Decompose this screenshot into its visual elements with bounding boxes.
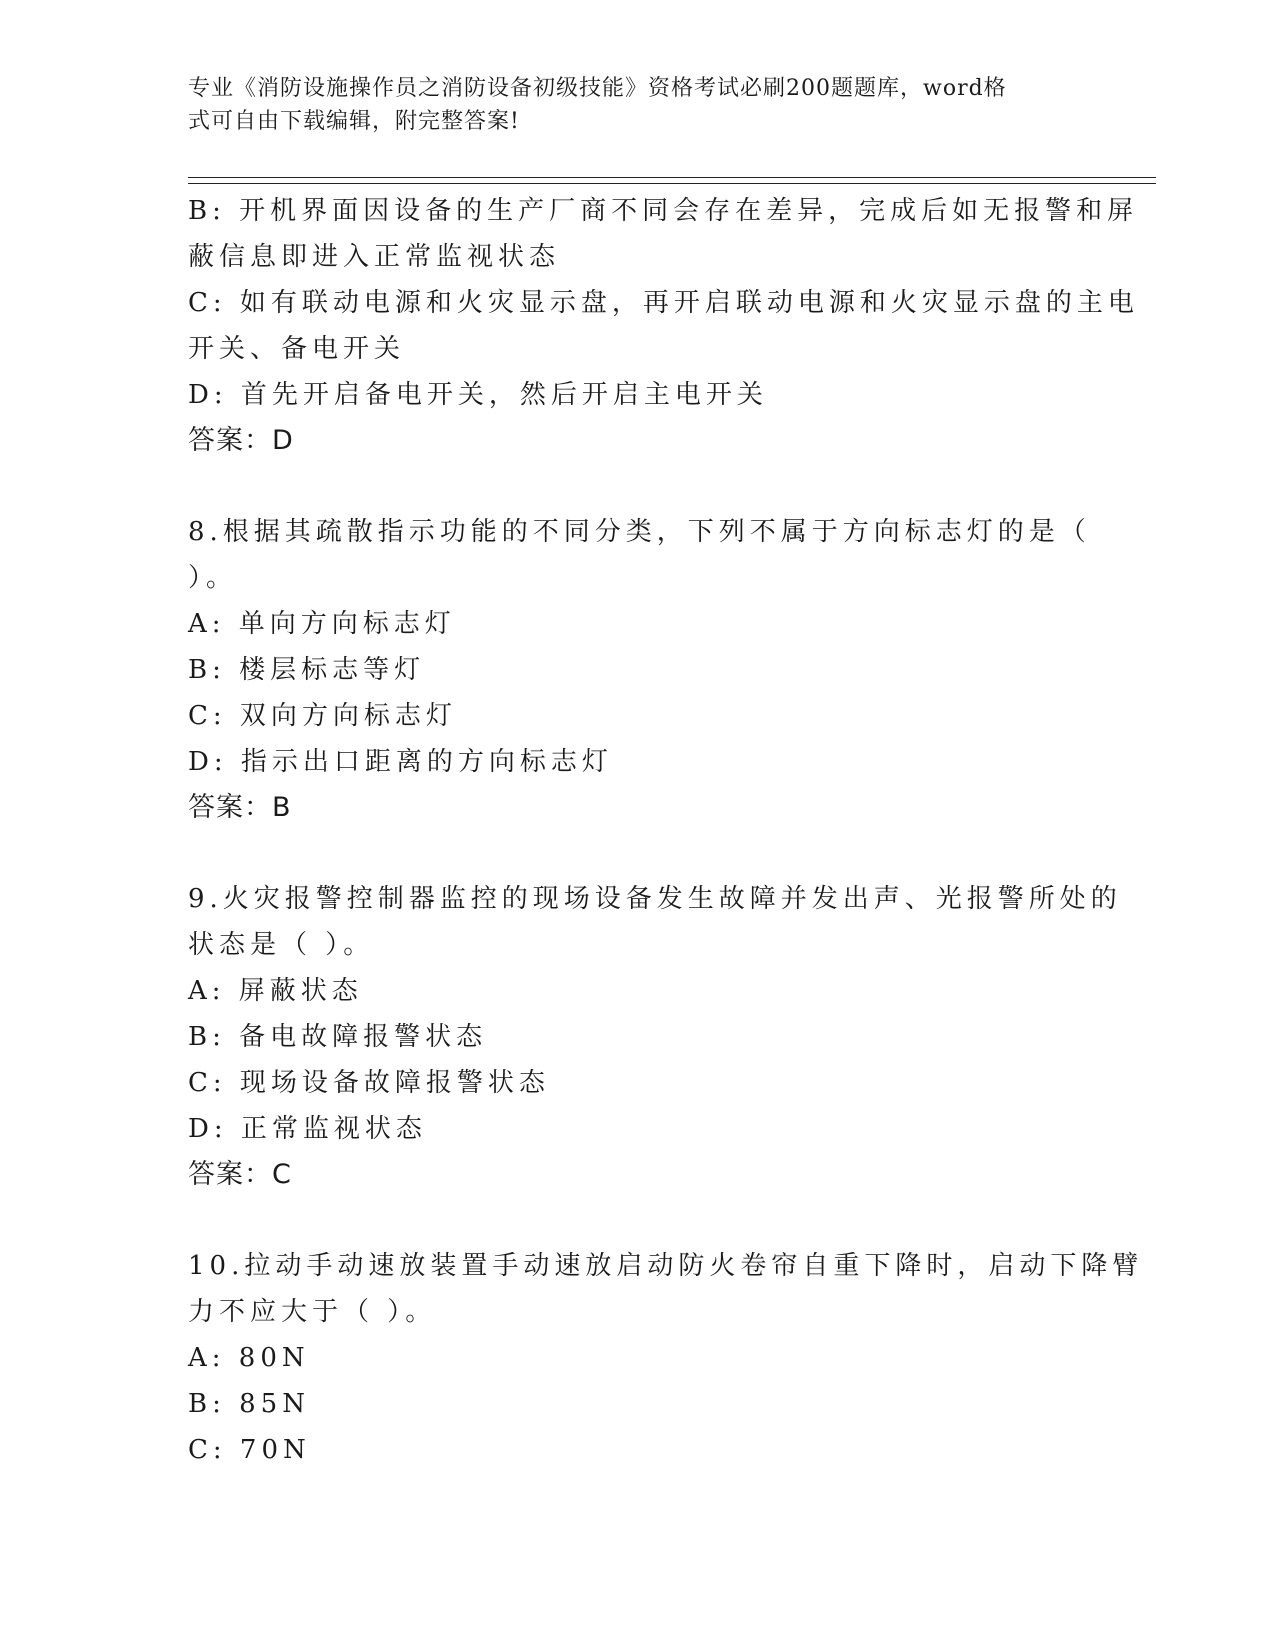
question-stem-line-1: 9.火灾报警控制器监控的现场设备发生故障并发出声、光报警所处的 bbox=[188, 884, 1122, 914]
option-a: A: 80N bbox=[188, 1343, 310, 1373]
answer-label: 答案：D bbox=[188, 425, 294, 456]
option-a: A: 屏蔽状态 bbox=[188, 976, 363, 1006]
option-b: B: 备电故障报警状态 bbox=[188, 1022, 488, 1052]
document-body bbox=[188, 188, 1144, 1473]
question-stem-line-2: 力不应大于（ ）。 bbox=[188, 1297, 437, 1327]
header-divider-bottom bbox=[188, 183, 1156, 184]
header-line-1: 专业《消防设施操作员之消防设备初级技能》资格考试必刷200题题库，word格 bbox=[188, 76, 1007, 101]
answer-label: 答案：B bbox=[188, 792, 292, 823]
question-8-block bbox=[188, 509, 1091, 831]
option-b-line-2: 蔽信息即进入正常监视状态 bbox=[188, 242, 561, 272]
option-b: B: 85N bbox=[188, 1389, 310, 1419]
question-stem-line-2: ）。 bbox=[188, 563, 238, 593]
spacer bbox=[188, 1198, 1088, 1243]
question-stem-line-2: 状态是（ ）。 bbox=[188, 930, 375, 960]
question-stem-line-1: 10.拉动手动速放装置手动速放启动防火卷帘自重下降时，启动下降臂 bbox=[188, 1251, 1144, 1281]
header-line-2: 式可自由下载编辑，附完整答案! bbox=[188, 109, 520, 134]
header-divider-top bbox=[188, 177, 1156, 178]
spacer bbox=[188, 464, 1088, 509]
option-b: B: 楼层标志等灯 bbox=[188, 655, 426, 685]
answer-label: 答案：C bbox=[188, 1159, 292, 1190]
option-c: C: 70N bbox=[188, 1435, 311, 1465]
option-d: D: 正常监视状态 bbox=[188, 1114, 427, 1144]
document-header bbox=[188, 72, 1068, 138]
option-b-line-1: B: 开机界面因设备的生产厂商不同会存在差异，完成后如无报警和屏 bbox=[188, 196, 1139, 226]
option-d: D: 指示出口距离的方向标志灯 bbox=[188, 747, 613, 777]
previous-question-block bbox=[188, 188, 1139, 464]
option-c-line-1: C: 如有联动电源和火灾显示盘，再开启联动电源和火灾显示盘的主电 bbox=[188, 288, 1139, 318]
option-c: C: 现场设备故障报警状态 bbox=[188, 1068, 550, 1098]
question-9-block bbox=[188, 876, 1122, 1198]
spacer bbox=[188, 831, 1088, 876]
option-d: D: 首先开启备电开关，然后开启主电开关 bbox=[188, 380, 768, 410]
question-stem-line-1: 8.根据其疏散指示功能的不同分类，下列不属于方向标志灯的是（ bbox=[188, 517, 1091, 547]
option-c: C: 双向方向标志灯 bbox=[188, 701, 457, 731]
question-10-block bbox=[188, 1243, 1144, 1473]
option-a: A: 单向方向标志灯 bbox=[188, 609, 456, 639]
option-c-line-2: 开关、备电开关 bbox=[188, 334, 406, 364]
